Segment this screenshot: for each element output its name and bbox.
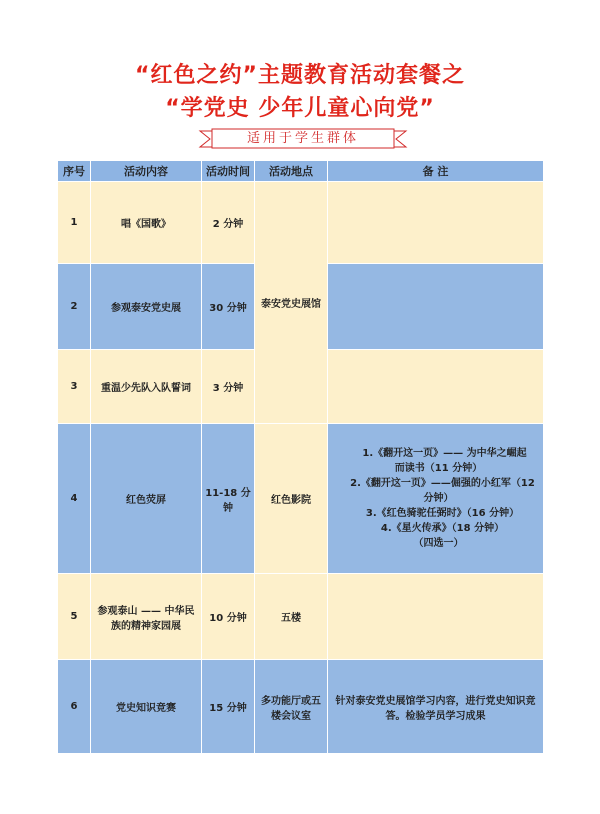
row-time: 3 分钟 — [202, 350, 255, 424]
row-content: 党史知识竞赛 — [91, 660, 202, 754]
row-time: 11-18 分钟 — [202, 424, 255, 574]
note-line: 4.《星火传承》（18 分钟） — [380, 523, 505, 534]
row-location: 五楼 — [255, 574, 328, 660]
row-time: 15 分钟 — [202, 660, 255, 754]
row-content: 重温少先队入队誓词 — [91, 350, 202, 424]
row-note — [328, 574, 544, 660]
header-location: 活动地点 — [255, 161, 328, 182]
ribbon-text: 适用于学生群体 — [246, 131, 359, 146]
table-row — [58, 574, 544, 660]
row-note — [328, 182, 544, 264]
header-content: 活动内容 — [91, 161, 202, 182]
row-location: 多功能厅或五楼会议室 — [255, 660, 328, 754]
page-title-line1: “红色之约”主题教育活动套餐之 — [135, 63, 465, 88]
row-content: 红色荧屏 — [91, 424, 202, 574]
row-note: 针对泰安党史展馆学习内容，进行党史知识竞答。检验学员学习成果 — [328, 660, 544, 754]
row-note — [328, 424, 544, 574]
row-time: 2 分钟 — [202, 182, 255, 264]
table-row — [58, 424, 544, 574]
row-no: 3 — [58, 350, 91, 424]
row-no: 1 — [58, 182, 91, 264]
row-time: 30 分钟 — [202, 264, 255, 350]
header-note: 备 注 — [328, 161, 544, 182]
row-note — [328, 350, 544, 424]
note-line: 1.《翻开这一页》—— 为中华之崛起 — [362, 448, 527, 459]
table-row — [58, 660, 544, 754]
row-no: 2 — [58, 264, 91, 350]
note-line: 而读书（11 分钟） — [394, 463, 483, 474]
row-no: 4 — [58, 424, 91, 574]
note-line: 2.《翻开这一页》——倔强的小红军（12 — [350, 478, 535, 489]
header-time: 活动时间 — [202, 161, 255, 182]
note-line: （四选一） — [413, 538, 464, 549]
row-no: 5 — [58, 574, 91, 660]
row-time: 10 分钟 — [202, 574, 255, 660]
row-content: 参观泰安党史展 — [91, 264, 202, 350]
header-no: 序号 — [58, 161, 91, 182]
row-content: 唱《国歌》 — [91, 182, 202, 264]
row-location: 红色影院 — [255, 424, 328, 574]
table-row — [58, 182, 544, 264]
row-content: 参观泰山 —— 中华民族的精神家园展 — [91, 574, 202, 660]
note-line: 3.《红色骑驼任弼时》（16 分钟） — [365, 508, 520, 519]
row-no: 6 — [58, 660, 91, 754]
table-header-row — [58, 161, 544, 182]
row-location: 泰安党史展馆 — [255, 182, 328, 424]
note-line: 分钟） — [423, 493, 454, 504]
audience-ribbon — [198, 128, 408, 150]
row-note — [328, 264, 544, 350]
page-title-line2: “学党史 少年儿童心向党” — [165, 96, 435, 121]
activity-table — [57, 160, 544, 754]
